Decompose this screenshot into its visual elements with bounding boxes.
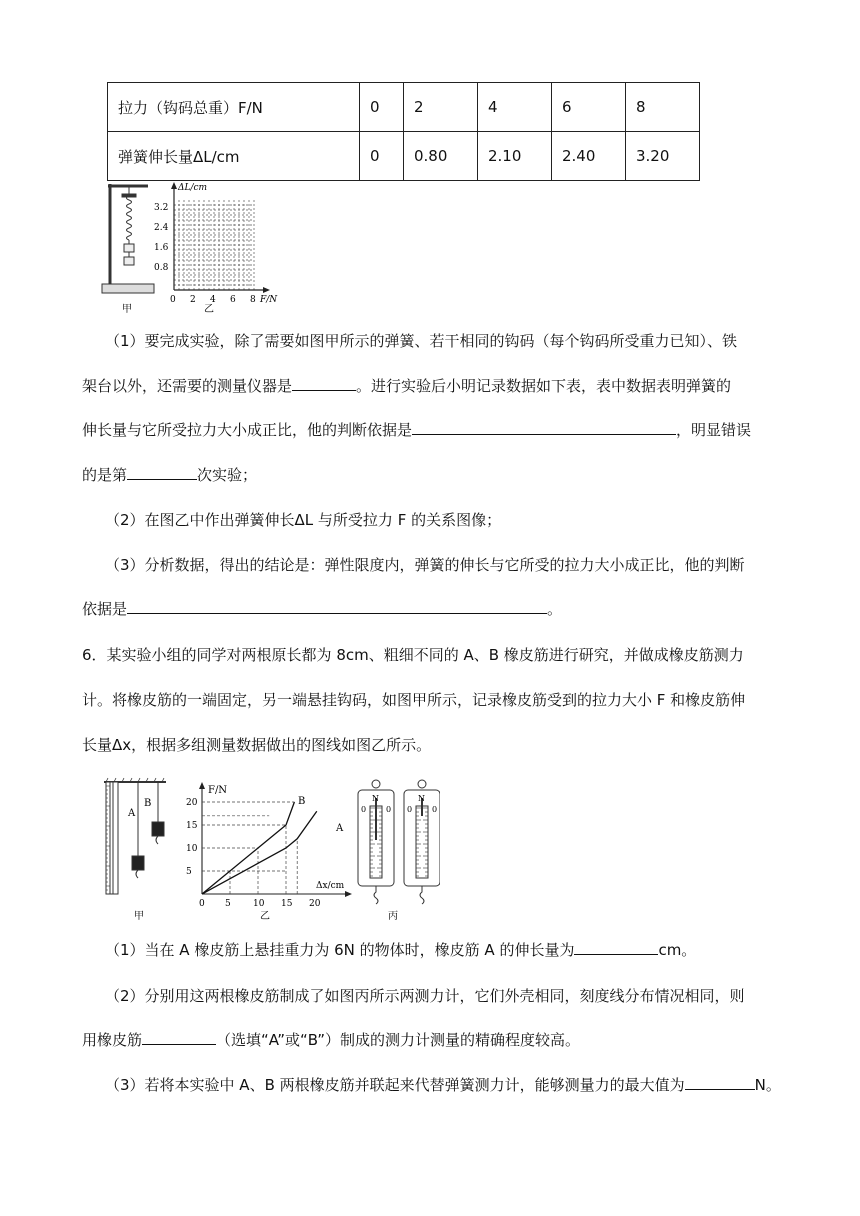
table-cell: 2.40: [552, 132, 626, 181]
chart-x-tick-label: 0: [199, 899, 205, 909]
empty-graph-grid: [171, 182, 270, 293]
chart-x-tick-label: 20: [309, 899, 321, 909]
chart-y-axis-label: F/N: [208, 785, 228, 796]
hanger-label-b: B: [144, 798, 152, 809]
chart-y-tick-label: 15: [186, 821, 198, 831]
meter-zero-label: 0: [361, 805, 367, 814]
q6-intro-line1: 6．某实验小组的同学对两根原长都为 8cm、粗细不同的 A、B 橡皮筋进行研究，并做成橡皮筋测力: [82, 646, 744, 664]
chart-x-tick-label: 5: [225, 899, 231, 909]
meter-zero-label: 0: [407, 805, 413, 814]
q5-text: 伸长量与它所受拉力大小成正比，他的判断依据是: [82, 421, 413, 439]
answer-blank[interactable]: [412, 420, 676, 435]
table-row: [108, 83, 700, 132]
q5-text: ，明显错误: [676, 421, 752, 439]
q6-text: （选填“A”或“B”）制成的测力计测量的精确程度较高。: [216, 1031, 580, 1049]
q6-text: cm。: [658, 941, 697, 959]
answer-blank[interactable]: [127, 465, 197, 480]
force-extension-chart: [199, 782, 352, 897]
figure-rubber-band: [100, 776, 440, 926]
meter-n-label: N: [372, 794, 379, 803]
table-cell: 6: [552, 83, 626, 132]
table-cell: 0: [360, 132, 404, 181]
q6-part3: [105, 1075, 781, 1095]
q5-part1-line4: [82, 465, 257, 485]
q5-part2: （2）在图乙中作出弹簧伸长ΔL 与所受拉力 F 的关系图像；: [105, 511, 502, 529]
chart-series-line-a: [202, 811, 317, 894]
q5-text: 的是第: [82, 466, 128, 484]
figure1-x-tick: 2: [190, 295, 196, 305]
figure1-x-tick: 8: [250, 295, 256, 305]
figure1-y-tick: 1.6: [154, 243, 169, 253]
answer-blank[interactable]: [574, 940, 658, 955]
table-cell: 2: [404, 83, 478, 132]
q6-part1: [105, 940, 696, 960]
q6-intro-line3: 长量Δx，根据多组测量数据做出的图线如图乙所示。: [82, 736, 432, 754]
q5-part1-line3: [82, 420, 751, 440]
q6-intro-line2: 计。将橡皮筋的一端固定，另一端悬挂钩码，如图甲所示，记录橡皮筋受到的拉力大小 F 和橡皮筋伸: [82, 691, 746, 709]
figure-spring-grid: [98, 180, 288, 316]
rubber-band-apparatus: [104, 778, 166, 894]
figure1-caption-left: 甲: [122, 304, 132, 315]
answer-blank[interactable]: [142, 1030, 216, 1045]
table-cell: 8: [626, 83, 700, 132]
figure1-y-axis-label: ΔL/cm: [178, 183, 208, 193]
chart-series-label-b: B: [298, 796, 306, 807]
figure1-caption-right: 乙: [204, 304, 214, 315]
meter-zero-label: 0: [432, 805, 438, 814]
q5-text: 依据是: [82, 600, 128, 618]
q5-part1-line1: （1）要完成实验，除了需要如图甲所示的弹簧、若干相同的钩码（每个钩码所受重力已知）、铁: [105, 332, 738, 350]
table-cell: 3.20: [626, 132, 700, 181]
answer-blank[interactable]: [292, 376, 356, 391]
figure1-y-tick: 0.8: [154, 263, 169, 273]
table-cell: 4: [478, 83, 552, 132]
table-row: [108, 132, 700, 181]
table-cell: 0.80: [404, 132, 478, 181]
q5-part3-line2: [82, 599, 562, 619]
q6-text: N。: [754, 1076, 781, 1094]
chart-y-tick-label: 5: [186, 867, 192, 877]
q6-text: （3）若将本实验中 A、B 两根橡皮筋并联起来代替弹簧测力计，能够测量力的最大值为: [105, 1076, 685, 1094]
table-cell: 0: [360, 83, 404, 132]
answer-blank[interactable]: [685, 1075, 755, 1090]
figure2-caption-left: 甲: [134, 911, 144, 922]
meter-n-label: N: [418, 794, 425, 803]
spring-stand-illustration: [102, 184, 154, 293]
q5-part1-line2: [82, 376, 731, 396]
chart-x-axis-label: Δx/cm: [316, 881, 345, 891]
figure1-x-axis-label: F/N: [260, 295, 278, 305]
meter-zero-label: 0: [386, 805, 392, 814]
table-cell: 2.10: [478, 132, 552, 181]
chart-x-tick-label: 15: [281, 899, 293, 909]
q6-part2-line1: （2）分别用这两根橡皮筋制成了如图丙所示两测力计，它们外壳相同，刻度线分布情况相同，则: [105, 987, 745, 1005]
data-table: [107, 82, 700, 181]
q5-part3-line1: （3）分析数据，得出的结论是：弹性限度内，弹簧的伸长与它所受的拉力大小成正比，他的判断: [105, 556, 745, 574]
figure1-y-tick: 2.4: [154, 223, 169, 233]
q5-text: 次实验；: [197, 466, 258, 484]
figure2-caption-right: 丙: [388, 911, 398, 922]
table-cell: 弹簧伸长量ΔL/cm: [108, 132, 360, 181]
chart-x-tick-label: 10: [253, 899, 265, 909]
table-cell: 拉力（钩码总重）F/N: [108, 83, 360, 132]
chart-series-label-a: A: [336, 823, 344, 834]
answer-blank[interactable]: [127, 599, 547, 614]
q5-text: 。进行实验后小明记录数据如下表，表中数据表明弹簧的: [356, 377, 732, 395]
figure1-y-tick: 3.2: [154, 203, 169, 213]
chart-y-tick-label: 20: [186, 798, 198, 808]
figure2-caption-mid: 乙: [260, 911, 270, 922]
q5-text: 架台以外，还需要的测量仪器是: [82, 377, 293, 395]
q6-part2-line2: [82, 1030, 580, 1050]
figure1-x-tick: 0: [170, 295, 176, 305]
q6-text: （1）当在 A 橡皮筋上悬挂重力为 6N 的物体时，橡皮筋 A 的伸长量为: [105, 941, 575, 959]
chart-y-tick-label: 10: [186, 844, 198, 854]
hanger-label-a: A: [128, 808, 136, 819]
q6-text: 用橡皮筋: [82, 1031, 143, 1049]
figure1-x-tick: 4: [210, 295, 216, 305]
spring-scales: [358, 780, 440, 904]
q5-text: 。: [547, 600, 563, 618]
figure1-x-tick: 6: [230, 295, 236, 305]
